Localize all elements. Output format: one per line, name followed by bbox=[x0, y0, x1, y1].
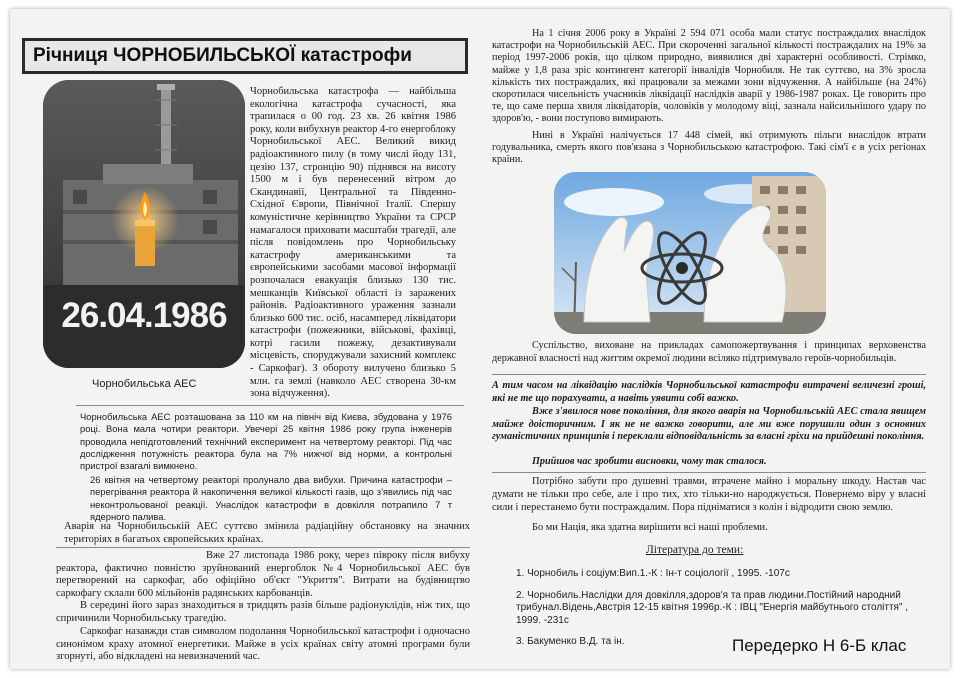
conclusions-paragraph: Прийшов час зробити висновки, чому так сталося. bbox=[532, 456, 767, 467]
page-title-text: Річниця ЧОРНОБИЛЬСЬКОЇ катастрофи bbox=[33, 45, 412, 66]
page-title bbox=[22, 38, 468, 74]
disaster-date: 26.04.1986 bbox=[61, 296, 227, 335]
sarcophagus-paragraph: Вже 27 листопада 1986 року, через півроку після вибуху реактора, фактично повністю зруйнований енергоблок №4 Чорнобильської АЕС був перетворений на саркофаг, або офіційно об'єкт "Укриття". Витрати на будівництво саркофагу склали 600 мільйонів радянських карбованців. bbox=[56, 550, 470, 599]
society-paragraph: Суспільство, виховане на прикладах самопожертвування і принципах верховенства державної власності над життям окремої людини всіляко підтримувало героїв-чорнобильців. bbox=[492, 340, 926, 364]
photo-caption: Чорнобильська АЕС bbox=[92, 378, 197, 390]
radiation-paragraph: Аварія на Чорнобильській АЕС суттєво змінила радіаційну обстановку на значних територіях в багатьох європейських країнах. bbox=[64, 521, 470, 545]
symbol-paragraph: Саркофаг назавжди став символом подолання Чорнобильської катастрофи і одночасно синонімом краху атомної енергетики. Майже в усіх країнах світу атомні програми були згорнуті, або відкладені на невизначений час. bbox=[56, 626, 470, 663]
literature-heading: Література до теми: bbox=[646, 544, 744, 556]
monument-photo bbox=[554, 172, 826, 334]
generation-paragraph: Вже з'явилося нове покоління, для якого аварія на Чорнобильській АЕС стала явищем майже доісторичним. І як не не важко говорити, але ми вже порушили один з основних гуманістичних принципів і переклали відповідальність за власні гріхи на прийдешні покоління. bbox=[492, 406, 926, 443]
intro-paragraph: Чорнобильська катастрофа — найбільша екологічна катастрофа сучасності, яка трапилася о 00 год. 23 хв. 26 квітня 1986 року, коли вибухнув реактор 4-го енергоблоку Чорнобильської АЕС. Великий викид радіоактивного пилу (в тому числі йоду 131, цезію 137, стронцію 90) піднявся на висоту 1500 м і був перенесений вітром до Скандинавії, Центральної та Південно-Східної Європи, Північної Італії. Спершу комуністичне керівництво України та СРСР намагалося приховати масштаби трагедії, але після повідомлень про Чорнобильську катастрофу американськими та європейськими засобами масової інформації розпочалася евакуація близько 130 тис. мешканців Київської області із заражених районів. Радіоактивного ураження зазнали близько 600 тис. осіб, насамперед ліквідатори катастрофи (пожежники, військові, фахівці, котрі гасили пожежу, дезактивували місцевість, споруджували захисний комплекс - Саркофаг). З обороту вилучено близько 5 млн. га землі (навколо АЕС створена 30-км зона відчуження). bbox=[250, 86, 456, 400]
nation-paragraph: Бо ми Нація, яка здатна вирішити всі наші проблеми. bbox=[532, 522, 768, 533]
costs-paragraph: А тим часом на ліквідацію наслідків Чорнобильської катастрофи витрачені величезні гроші, які не те що порахувати, а навіть уявити собі важко. bbox=[492, 380, 926, 404]
history-paragraph: Чорнобильська АЕС розташована за 110 км на північ від Києва, збудована у 1976 році. Вона мала чотири реактори. Увечері 25 квітня 1986 року група інженерів проводила непідготовлений технічний експеримент на четвертому реакторі. Під час дослідження потужність реактора була на 7% нижчої від норми, а контрольні пристрої взагалі вимкнено. bbox=[80, 411, 452, 472]
divider bbox=[492, 374, 926, 375]
hands-atom-monument-illustration bbox=[554, 172, 826, 334]
divider bbox=[492, 472, 926, 473]
appeal-paragraph: Потрібно забути про душевні травми, втрачене майно і моральну шкоду. Настав час думати не тільки про себе, але і про тих, хто тільки-но народжується. Повернемо віру у власні сили і перестанемо бути постраждалим. Пора підніматися з колін і відродити свою землю. bbox=[492, 476, 926, 513]
divider bbox=[76, 405, 464, 406]
victims-statistics-paragraph: На 1 січня 2006 року в Україні 2 594 071 особа мали статус постраждалих внаслідок катастрофи на Чорнобильській АЕС. При скороченні загальної кількості постраждалих на 19% за період 1997-2006 років, що цілком природно, виявилися дві характерні особливості. Стрімко, майже у 1,8 раза зріс контингент категорії інвалідів Чорнобиля. Не так суттєво, на 3% зросла кількість тих постраждалих, які працювали за межами зони відчуження. А найбільше (на 24%) скоротилася чисельність учасників ліквідації наслідків аварії у 1986-1987 роках. Це говорить про те, що саме перша хвиля ліквідаторів, чоловіків у молодому віці, зазнала найсильнішого удару по здоров'ю, - вони поступово вимирають. bbox=[492, 28, 926, 125]
literature-item: 1. Чорнобиль і соціум:Вип.1.-К : Ін-т соціології , 1995. -107с bbox=[516, 568, 790, 579]
chernobyl-reactor-photo bbox=[43, 80, 245, 368]
radionuclides-paragraph: В середині його зараз знаходиться в тридцять разів більше радіонуклідів, ніж тих, що спричинили Чорнобильську трагедію. bbox=[56, 600, 470, 624]
families-paragraph: Нині в Україні налічується 17 448 сімей, які отримують пільги внаслідок втрати годувальника, смерть якого пов'язана з Чорнобильською катастрофою. Такі сім'ї є в усіх регіонах країни. bbox=[492, 130, 926, 166]
explosion-paragraph: 26 квітня на четвертому реакторі пролунало два вибухи. Причина катастрофи – перегрівання реактора й накопичення великої кількості газів, що з'явились під час неконтрольованої реакції. Унаслідок катастрофи в довкілля потрапило 7 т ядерного палива. bbox=[90, 474, 452, 522]
divider bbox=[56, 547, 470, 548]
literature-item: 2. Чорнобиль.Наслідки для довкілля,здоров'я та прав людини.Постійний народний трибунал.Відень,Австрія 12-15 квітня 1996р.-К : ІВЦ "Енергія майбутнього століття" , 1999. -231с bbox=[516, 589, 909, 626]
literature-item: 3. Бакуменко В.Д. та ін. bbox=[516, 636, 625, 647]
author-signature: Передерко Н 6-Б клас bbox=[732, 636, 907, 655]
